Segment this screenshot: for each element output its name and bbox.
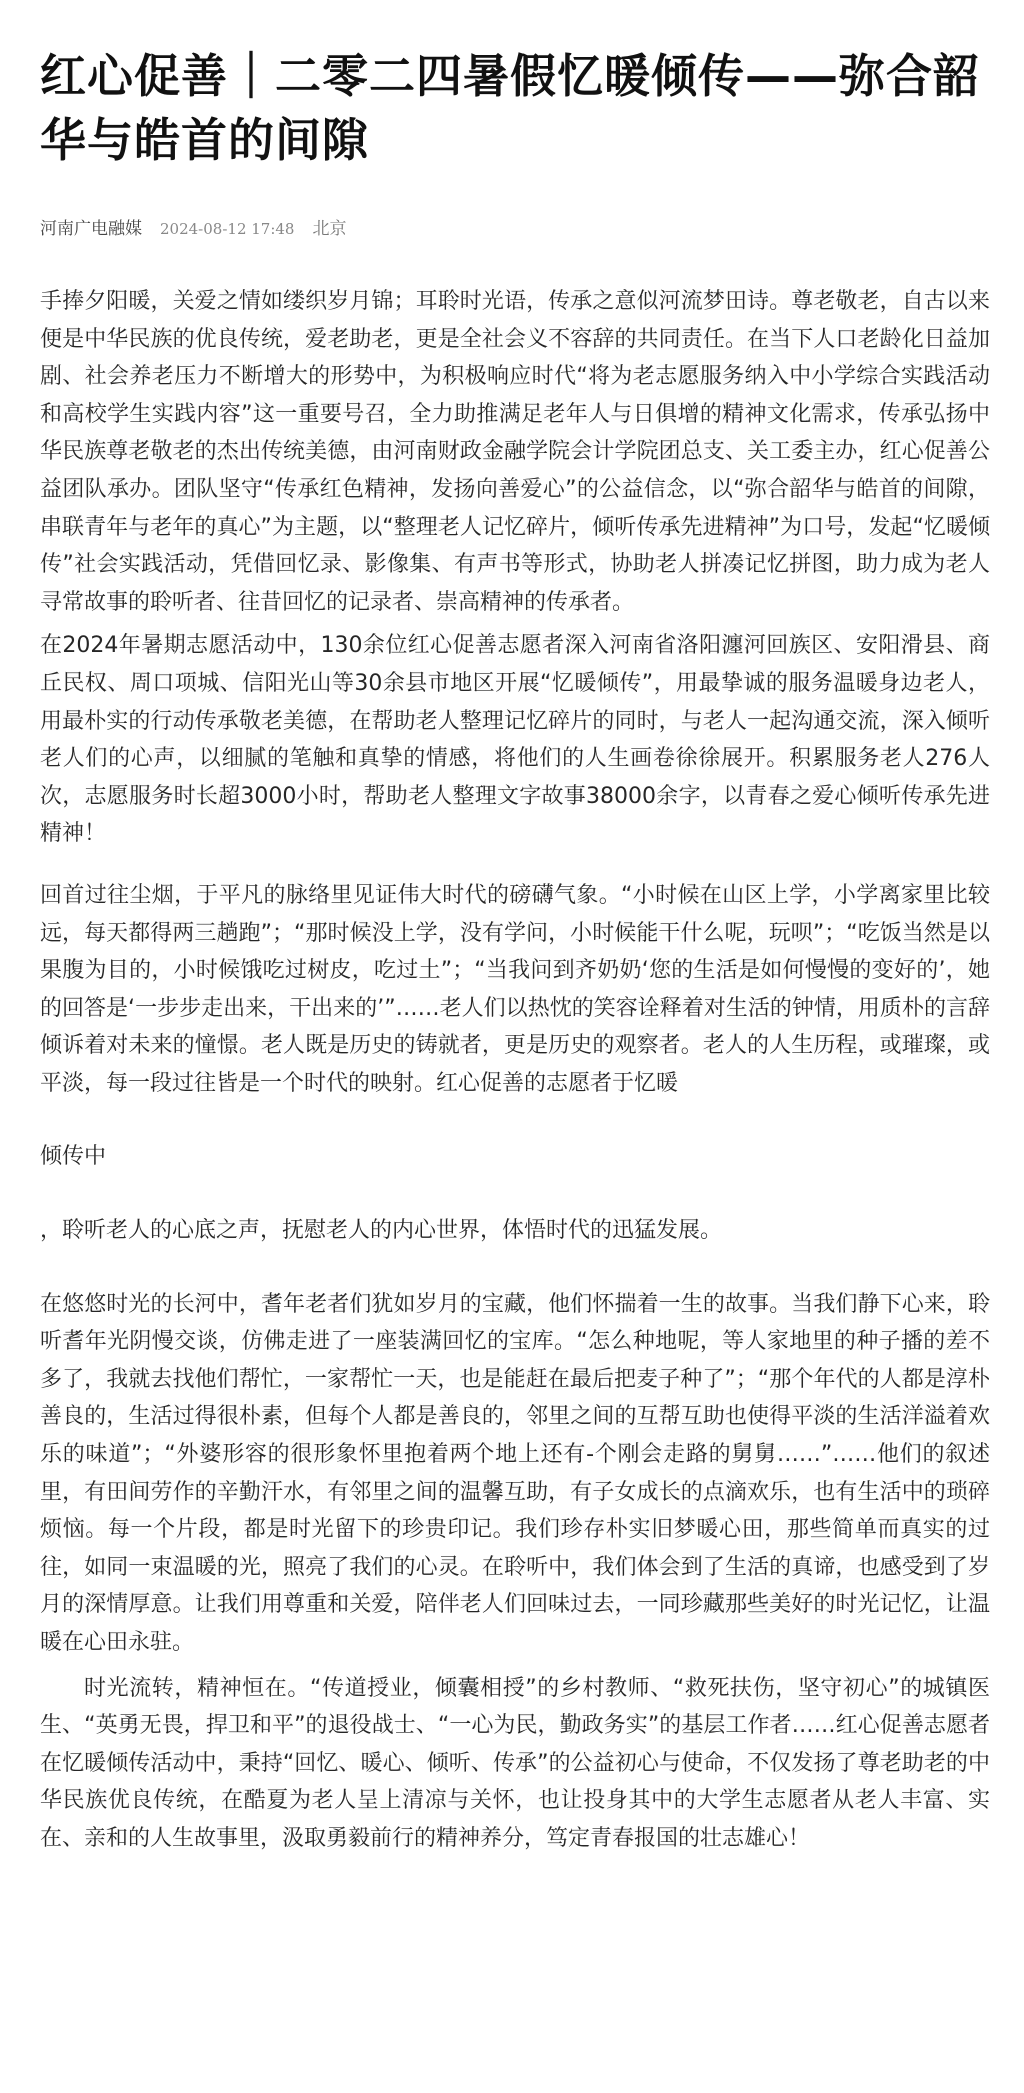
article xyxy=(40,44,990,1858)
article-title: 红心促善｜二零二四暑假忆暖倾传——弥合韶华与皓首的间隙 xyxy=(40,49,980,167)
publish-datetime: 2024-08-12 17:48 xyxy=(160,220,295,238)
paragraph-fragment-continued: ，聆听老人的心底之声，抚慰老人的内心世界，体悟时代的迅猛发展。 xyxy=(40,1218,723,1244)
paragraph-conclusion: 时光流转，精神恒在。“传道授业，倾囊相授”的乡村教师、“救死扶伤，坚守初心”的城镇医生、“英勇无畏，捍卫和平”的退役战士、“一心为民，勤政务实”的基层工作者……红心促善志愿者在忆暖倾传活动中，秉持“回忆、暖心、倾听、传承”的公益初心与使命，不仅发扬了尊老助老的中华民族优良传统，在酷夏为老人呈上清凉与关怀，也让投身其中的大学生志愿者从老人丰富、实在、亲和的人生故事里，汲取勇毅前行的精神养分，笃定青春报国的壮志雄心！ xyxy=(40,1675,990,1851)
paragraph-recollections: 回首过往尘烟，于平凡的脉络里见证伟大时代的磅礴气象。“小时候在山区上学，小学离家里比较远，每天都得两三趟跑”；“那时候没上学，没有学问，小时候能干什么呢，玩呗”；“吃饭当然是以果腹为目的，小时候饿吃过树皮，吃过土”；“当我问到齐奶奶‘您的生活是如何慢慢的变好的’，她的回答是‘一步步走出来，干出来的’”……老人们以热忱的笑容诠释着对生活的钟情，用质朴的言辞倾诉着对未来的憧憬。老人既是历史的铸就者，更是历史的观察者。老人的人生历程，或璀璨，或平淡，每一段过往皆是一个时代的映射。红心促善的志愿者于忆暖 xyxy=(40,882,990,1096)
paragraph-stories: 在悠悠时光的长河中，耆年老者们犹如岁月的宝藏，他们怀揣着一生的故事。当我们静下心来，聆听耆年光阴慢交谈，仿佛走进了一座装满回忆的宝库。“怎么种地呢，等人家地里的种子播的差不多了，我就去找他们帮忙，一家帮忙一天，也是能赶在最后把麦子种了”；“那个年代的人都是淳朴善良的，生活过得很朴素，但每个人都是善良的，邻里之间的互帮互助也使得平淡的生活洋溢着欢乐的味道”；“外婆形容的很形象怀里抱着两个地上还有-个刚会走路的舅舅……”……他们的叙述里，有田间劳作的辛勤汗水，有邻里之间的温馨互助，有子女成长的点滴欢乐，也有生活中的琐碎烦恼。每一个片段，都是时光留下的珍贵印记。我们珍存朴实旧梦暖心田，那些简单而真实的过往，如同一束温暖的光，照亮了我们的心灵。在聆听中，我们体会到了生活的真谛，也感受到了岁月的深情厚意。让我们用尊重和关爱，陪伴老人们回味过去，一同珍藏那些美好的时光记忆，让温暖在心田永驻。 xyxy=(40,1291,990,1655)
paragraph-activity-summary: 在2024年暑期志愿活动中，130余位红心促善志愿者深入河南省洛阳瀍河回族区、安阳滑县、商丘民权、周口项城、信阳光山等30余县市地区开展“忆暖倾传”，用最挚诚的服务温暖身边老人，用最朴实的行动传承敬老美德，在帮助老人整理记忆碎片的同时，与老人一起沟通交流，深入倾听老人们的心声，以细腻的笔触和真挚的情感，将他们的人生画卷徐徐展开。积累服务老人276人次，志愿服务时长超3000小时，帮助老人整理文字故事38000余字，以青春之爱心倾听传承先进精神！ xyxy=(40,633,990,847)
source-name[interactable]: 河南广电融媒 xyxy=(40,219,142,239)
paragraph-fragment: 倾传中 xyxy=(40,1144,107,1170)
publish-location: 北京 xyxy=(312,219,347,239)
article-body xyxy=(40,283,990,1858)
article-meta xyxy=(40,214,990,239)
paragraph-intro: 手捧夕阳暖，关爱之情如缕织岁月锦；耳聆时光语，传承之意似河流梦田诗。尊老敬老，自古以来便是中华民族的优良传统，爱老助老，更是全社会义不容辞的共同责任。在当下人口老龄化日益加剧、社会养老压力不断增大的形势中，为积极响应时代“将为老志愿服务纳入中小学综合实践活动和高校学生实践内容”这一重要号召，全力助推满足老年人与日俱增的精神文化需求，传承弘扬中华民族尊老敬老的杰出传统美德，由河南财政金融学院会计学院团总支、关工委主办，红心促善公益团队承办。团队坚守“传承红色精神，发扬向善爱心”的公益信念，以“弥合韶华与皓首的间隙，串联青年与老年的真心”为主题，以“整理老人记忆碎片，倾听传承先进精神”为口号，发起“忆暖倾传”社会实践活动，凭借回忆录、影像集、有声书等形式，协助老人拼凑记忆拼图，助力成为老人寻常故事的聆听者、往昔回忆的记录者、崇高精神的传承者。 xyxy=(40,289,990,615)
